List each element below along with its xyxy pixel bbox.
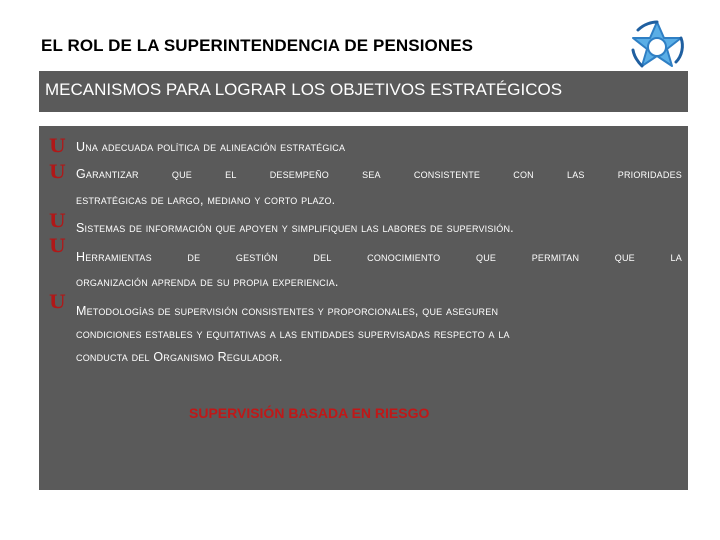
word: el — [225, 167, 237, 181]
word: desempeño — [269, 167, 329, 181]
item-5-line-1: Metodologías de supervisión consistentes y proporcionales, que aseguren — [76, 304, 499, 318]
word: conocimiento — [367, 250, 441, 264]
subtitle-bar — [39, 71, 688, 112]
item-5-line-2: condiciones estables y equitativas a las entidades supervisadas respecto a la — [76, 327, 510, 341]
word: que — [614, 250, 635, 264]
word: del — [313, 250, 332, 264]
word: que — [171, 167, 192, 181]
red-u-bullet-icon: U — [49, 235, 66, 257]
red-u-bullet-icon: U — [49, 291, 66, 313]
red-u-bullet-icon: U — [49, 210, 66, 232]
word: que — [476, 250, 497, 264]
word: sea — [362, 167, 381, 181]
word: gestión — [235, 250, 278, 264]
word: consistente — [413, 167, 481, 181]
item-3-line-1: Sistemas de información que apoyen y simplifiquen las labores de supervisión. — [76, 221, 514, 235]
star-hands-logo — [626, 16, 688, 78]
red-u-bullet-icon: U — [49, 161, 66, 183]
item-1-line-1: Una adecuada política de alineación estratégica — [76, 140, 346, 154]
word: Garantizar — [76, 167, 139, 181]
word: las — [567, 167, 585, 181]
item-4-line-2: organización aprenda de su propia experiencia. — [76, 275, 339, 289]
item-5-line-3: conducta del Organismo Regulador. — [76, 350, 283, 364]
word: de — [187, 250, 201, 264]
emphasis-text: SUPERVISIÓN BASADA EN RIESGO — [189, 405, 430, 421]
item-2-line-1 — [76, 167, 682, 181]
word: Herramientas — [76, 250, 152, 264]
item-4-line-1 — [76, 250, 682, 264]
word: con — [513, 167, 534, 181]
red-u-bullet-icon: U — [49, 135, 66, 157]
slide-title: EL ROL DE LA SUPERINTENDENCIA DE PENSIONES — [41, 36, 474, 55]
word: permitan — [531, 250, 580, 264]
word: la — [670, 250, 682, 264]
item-2-line-2: estratégicas de largo, mediano y corto plazo. — [76, 193, 336, 207]
subtitle-text: MECANISMOS PARA LOGRAR LOS OBJETIVOS ESTRATÉGICOS — [45, 80, 563, 99]
word: prioridades — [617, 167, 682, 181]
content-panel — [39, 126, 688, 490]
